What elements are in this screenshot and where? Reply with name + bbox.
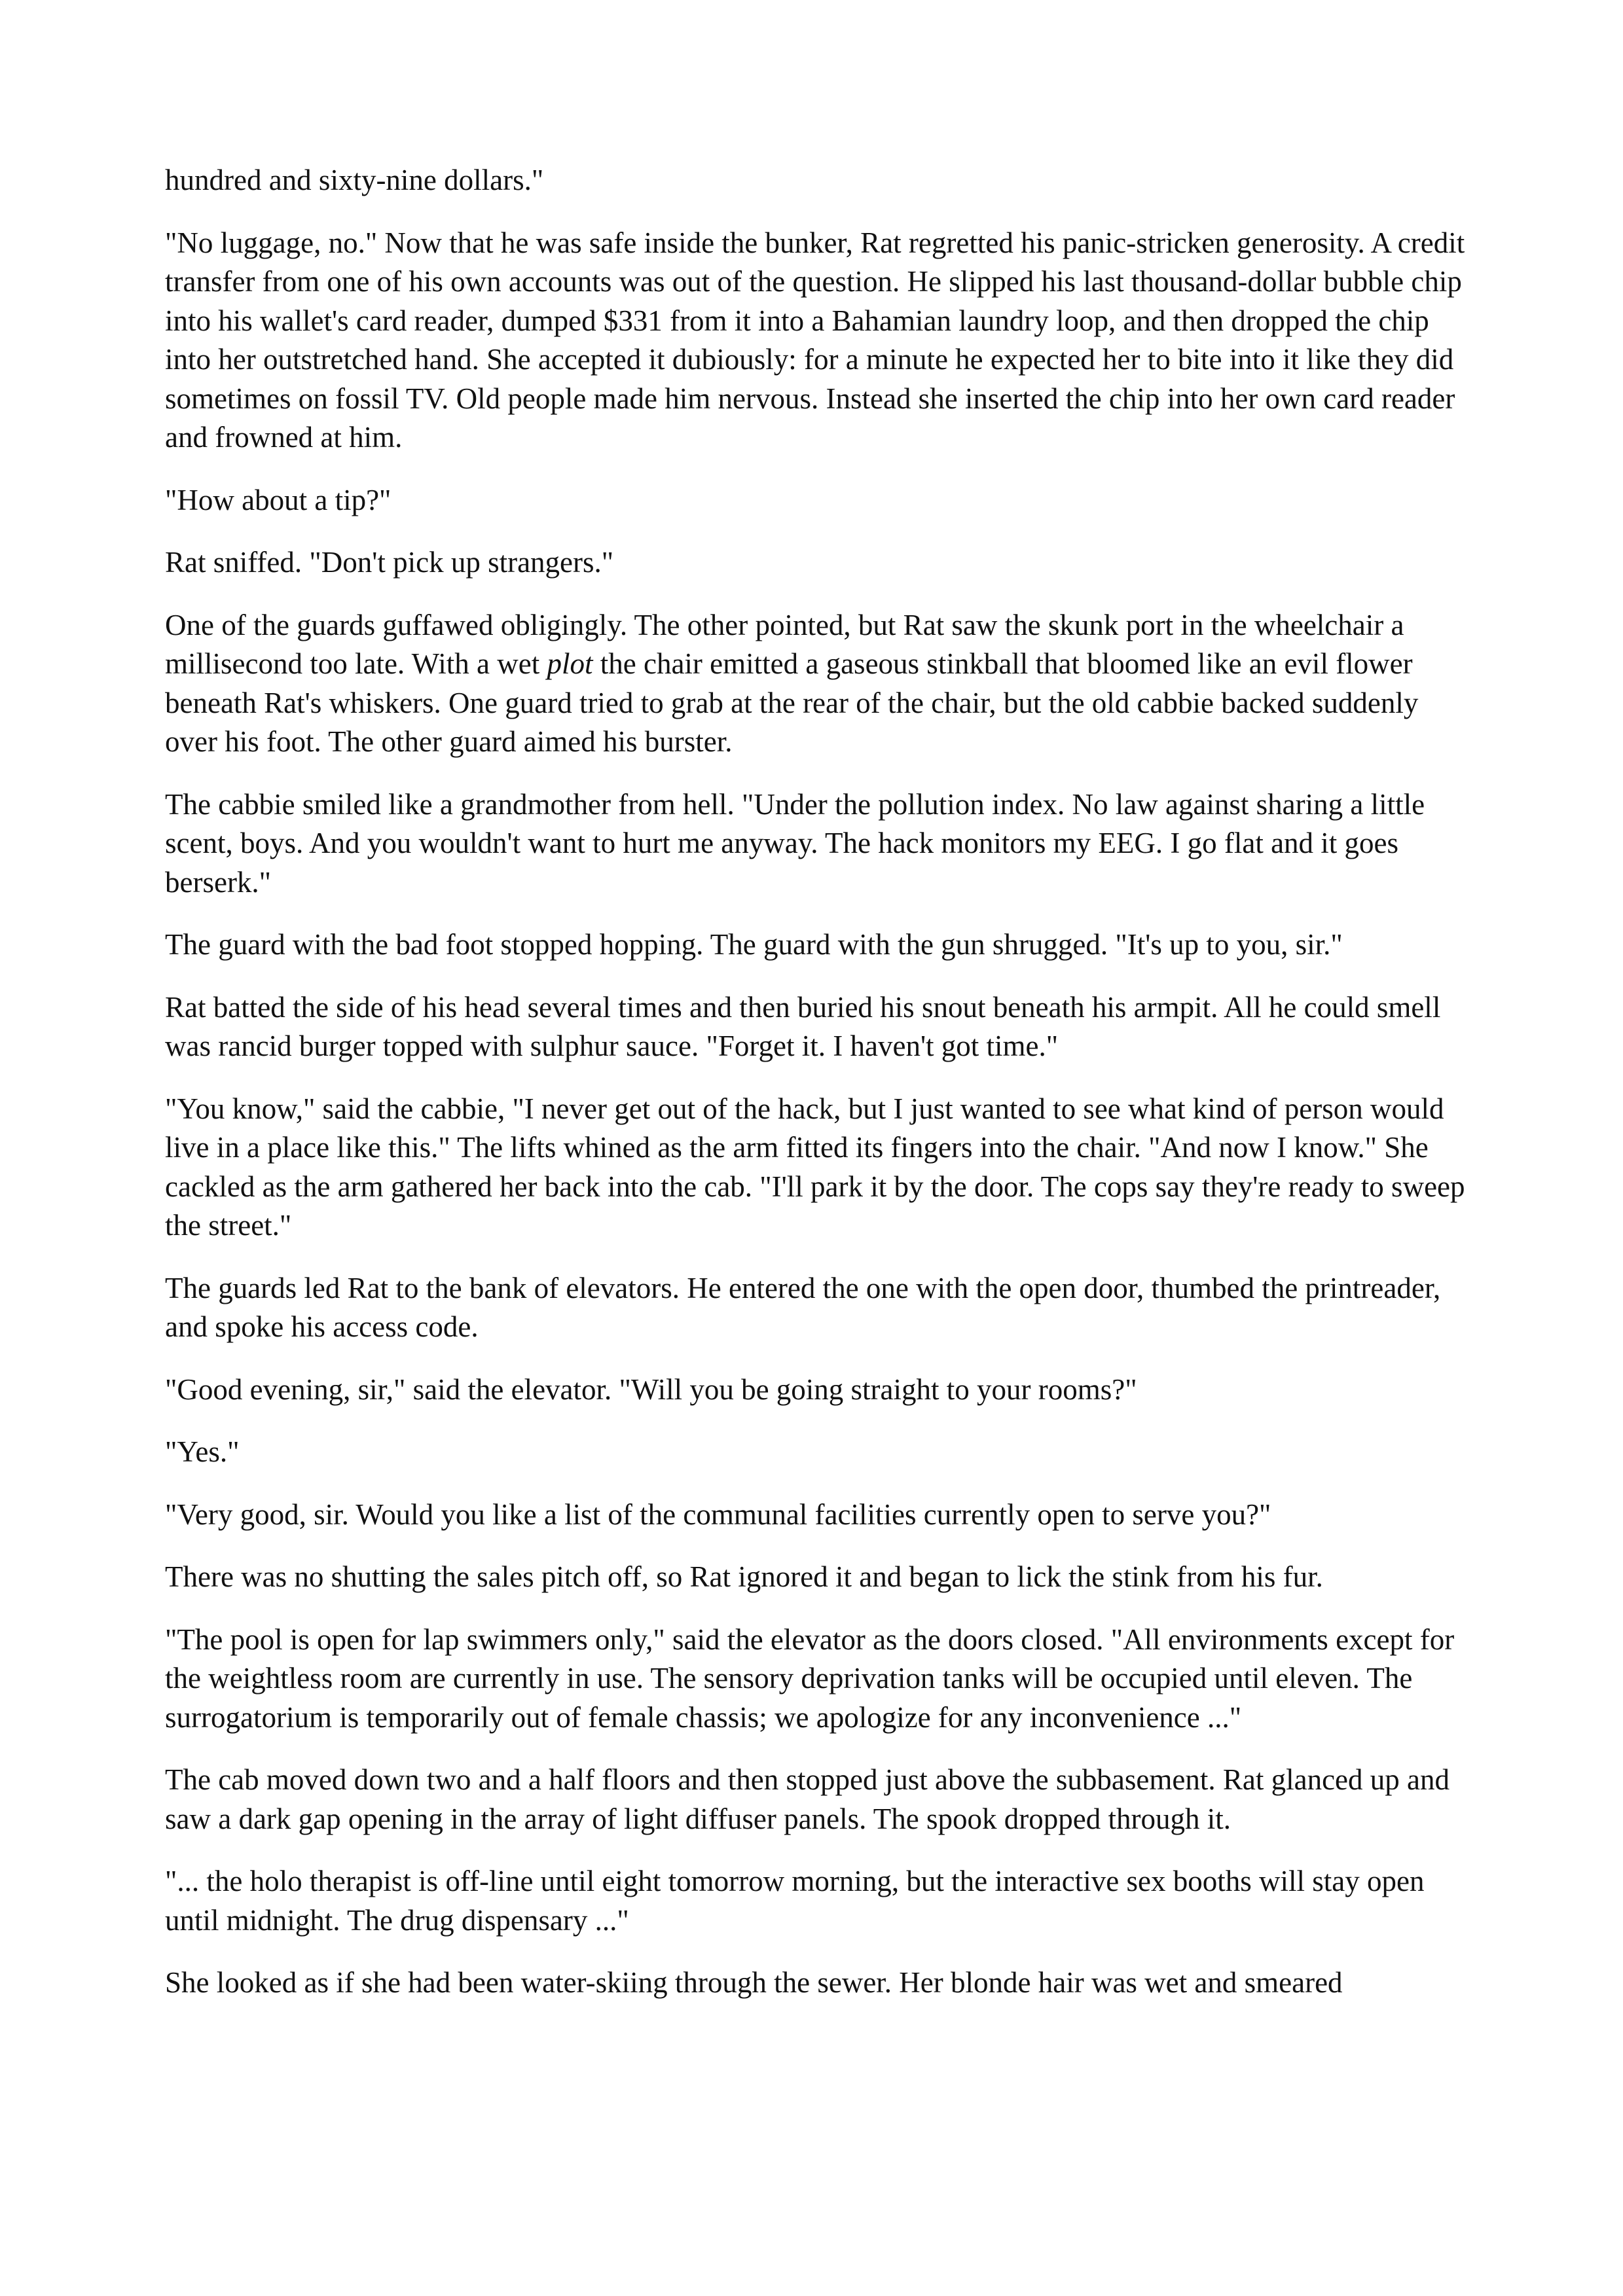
paragraph-5-before: One of the guards guffawed obligingly. The other pointed, but Rat saw the skunk port in the wheelchair a millisecond too late. With a wet — [165, 608, 1404, 680]
paragraph-14: There was no shutting the sales pitch off, so Rat ignored it and began to lick the stink from his fur. — [165, 1560, 1323, 1593]
paragraph-1: hundred and sixty-nine dollars." — [165, 164, 544, 196]
paragraph-8: Rat batted the side of his head several times and then buried his snout beneath his armpit. All he could smell was rancid burger topped with sulphur sauce. "Forget it. I haven't got time." — [165, 990, 1441, 1062]
body-text — [165, 161, 1474, 2026]
paragraph-18: She looked as if she had been water-skiing through the sewer. Her blonde hair was wet and smeared — [165, 1966, 1343, 1999]
paragraph-15: "The pool is open for lap swimmers only," said the elevator as the doors closed. "All environments except for the weightless room are currently in use. The sensory deprivation tanks will be occupied until eleven. The surrogatorium is temporarily out of female chassis; we apologize for any inconvenience ..." — [165, 1623, 1455, 1734]
paragraph-11: "Good evening, sir," said the elevator. "Will you be going straight to your rooms?" — [165, 1372, 1137, 1406]
paragraph-7: The guard with the bad foot stopped hopping. The guard with the gun shrugged. "It's up to you, sir." — [165, 928, 1343, 961]
paragraph-6: The cabbie smiled like a grandmother from hell. "Under the pollution index. No law against sharing a little scent, boys. And you wouldn't want to hurt me anyway. The hack monitors my EEG. I go flat and it goes berserk." — [165, 787, 1425, 899]
paragraph-3: "How about a tip?" — [165, 483, 392, 516]
paragraph-5-after: the chair emitted a gaseous stinkball that bloomed like an evil flower beneath Rat's whiskers. One guard tried to grab at the rear of the chair, but the old cabbie backed suddenly over his foot. The other guard aimed his burster. — [165, 647, 1419, 758]
paragraph-5 — [165, 606, 1474, 762]
paragraph-17: "... the holo therapist is off-line until eight tomorrow morning, but the interactive sex booths will stay open until midnight. The drug dispensary ..." — [165, 1865, 1425, 1937]
paragraph-2: "No luggage, no." Now that he was safe inside the bunker, Rat regretted his panic-stricken generosity. A credit transfer from one of his own accounts was out of the question. He slipped his last thousand-dollar bubble chip into his wallet's card reader, dumped $331 from it into a Bahamian laundry loop, and then dropped the chip into her outstretched hand. She accepted it dubiously: for a minute he expected her to bite into it like they did sometimes on fossil TV. Old people made him nervous. Instead she inserted the chip into her own card reader and frowned at him. — [165, 226, 1465, 454]
paragraph-4: Rat sniffed. "Don't pick up strangers." — [165, 546, 614, 579]
paragraph-10: The guards led Rat to the bank of elevators. He entered the one with the open door, thumbed the printreader, and spoke his access code. — [165, 1271, 1441, 1343]
paragraph-13: "Very good, sir. Would you like a list of the communal facilities currently open to serve you?" — [165, 1498, 1271, 1531]
paragraph-9: "You know," said the cabbie, "I never get out of the hack, but I just wanted to see what kind of person would live in a place like this." The lifts whined as the arm fitted its fingers into the chair. "And now I know." She cackled as the arm gathered her back into the cab. "I'll park it by the door. The cops say they're ready to sweep the street." — [165, 1092, 1465, 1242]
paragraph-12: "Yes." — [165, 1435, 240, 1468]
paragraph-16: The cab moved down two and a half floors and then stopped just above the subbasement. Rat glanced up and saw a dark gap opening in the array of light diffuser panels. The spook dropped through it. — [165, 1763, 1450, 1835]
paragraph-5-emphasis: plot — [547, 647, 593, 680]
